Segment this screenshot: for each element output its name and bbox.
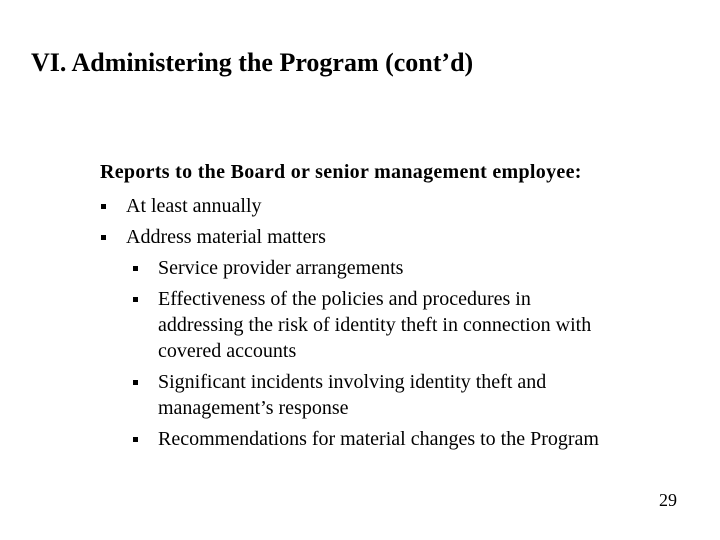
sub-bullet-item (100, 369, 700, 421)
sub-bullet-item (100, 286, 700, 364)
bullet-line: Address material matters (126, 226, 326, 248)
sub-bullet-item (100, 255, 700, 281)
bullet-line: Effectiveness of the policies and procedures in (158, 288, 531, 310)
bullet-item (100, 224, 700, 250)
page-number: 29 (659, 490, 677, 510)
slide-content (100, 157, 700, 452)
slide-title: VI. Administering the Program (cont’d) (31, 48, 474, 77)
sub-bullet-item (100, 426, 700, 452)
square-bullet-icon (101, 204, 106, 209)
bullet-line: At least annually (126, 195, 262, 217)
bullet-line: management’s response (158, 397, 349, 419)
bullet-line: covered accounts (158, 340, 297, 362)
square-bullet-icon (133, 380, 138, 385)
intro-heading: Reports to the Board or senior management employee: (100, 161, 582, 183)
bullet-item (100, 193, 700, 219)
square-bullet-icon (133, 437, 138, 442)
bullet-line: addressing the risk of identity theft in connection with (158, 314, 592, 336)
square-bullet-icon (133, 266, 138, 271)
square-bullet-icon (101, 235, 106, 240)
bullet-line: Service provider arrangements (158, 257, 404, 279)
bullet-line: Significant incidents involving identity theft and (158, 371, 547, 393)
bullet-line: Recommendations for material changes to the Program (158, 428, 599, 450)
square-bullet-icon (133, 297, 138, 302)
